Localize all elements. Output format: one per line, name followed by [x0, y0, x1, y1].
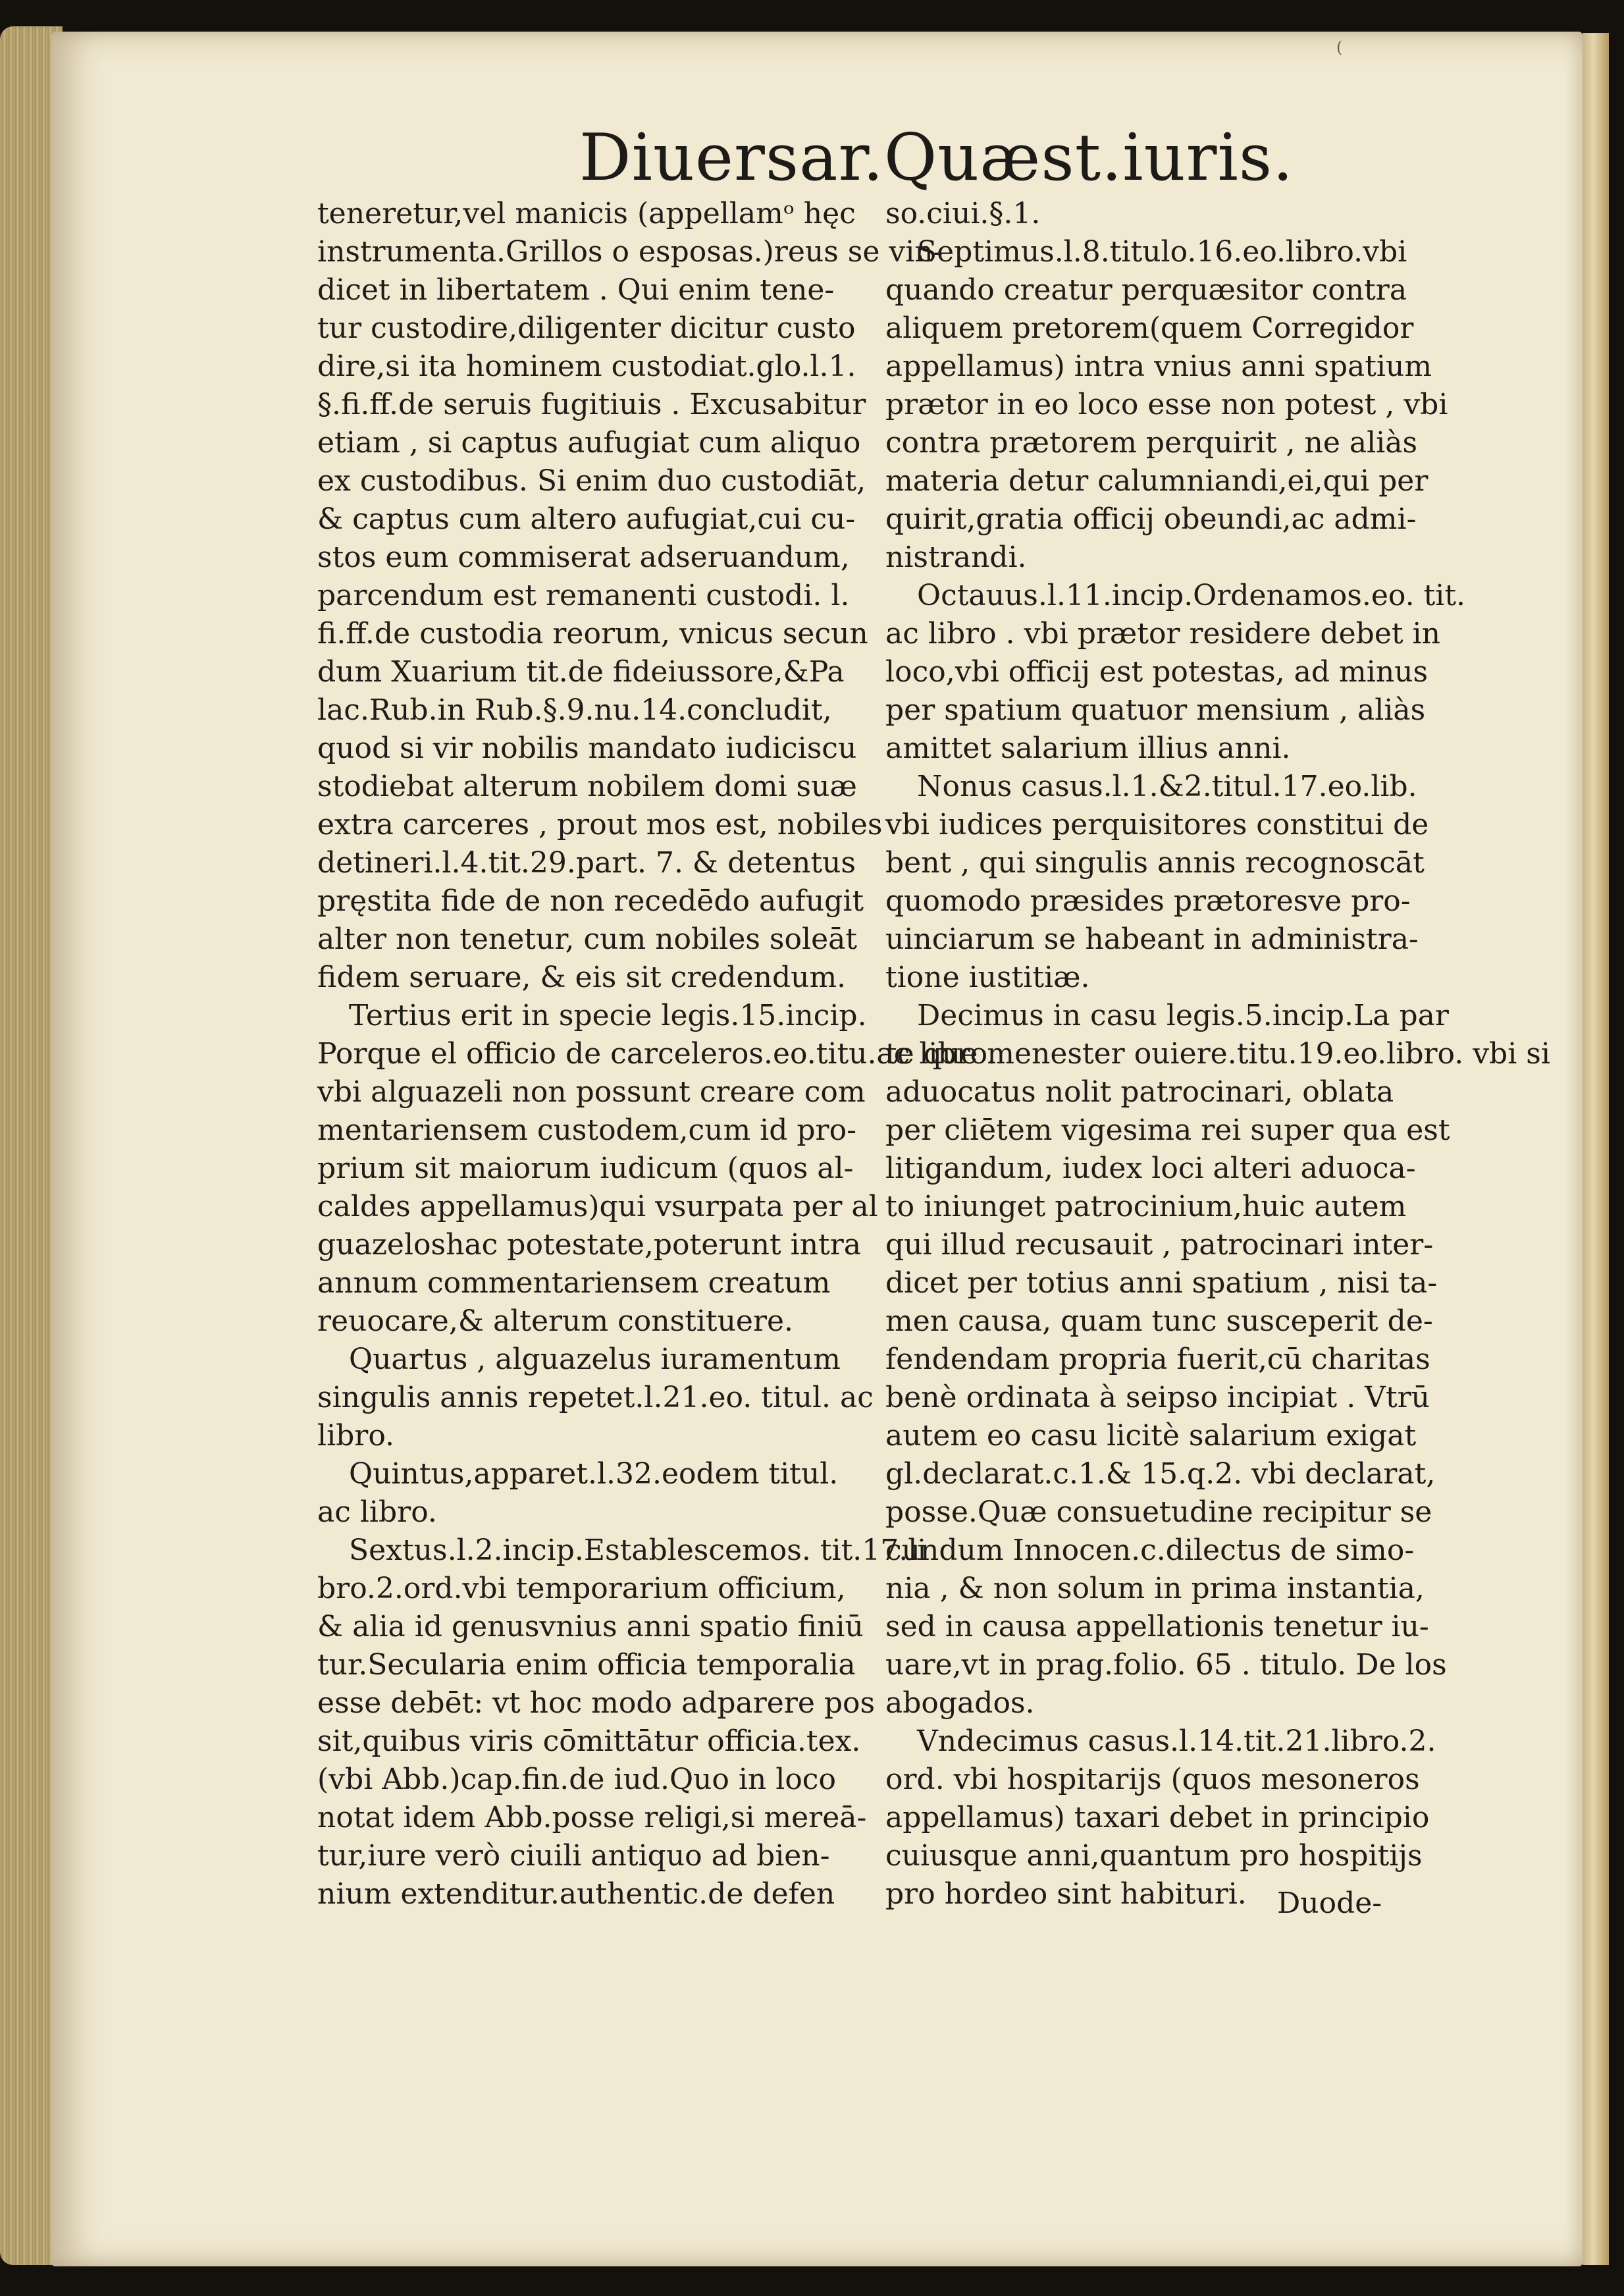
text-line: Octauus.l.11.incip.Ordenamos.eo. tit. — [917, 579, 1465, 612]
text-line: reuocare,& alterum constituere. — [317, 1304, 794, 1338]
running-head: Diuersar.Quæst.iuris. — [579, 120, 1294, 196]
text-line: lac.Rub.in Rub.§.9.nu.14.concludit, — [317, 693, 832, 727]
text-line: prium sit maiorum iudicum (quos al- — [317, 1152, 854, 1185]
text-line: notat idem Abb.posse religi,si mereā- — [317, 1801, 867, 1834]
text-line: ord. vbi hospitarijs (quos mesoneros — [885, 1763, 1420, 1796]
catchword: Duode- — [1277, 1886, 1382, 1920]
text-line: appellamus) taxari debet in principio — [885, 1801, 1430, 1834]
text-line: stos eum commiserat adseruandum, — [317, 541, 850, 574]
top-mark: ( — [1336, 38, 1343, 57]
text-line: quando creatur perquæsitor contra — [885, 273, 1407, 307]
text-line: qui illud recusauit , patrocinari inter- — [885, 1228, 1434, 1262]
text-line: singulis annis repetet.l.21.eo. titul. ac — [317, 1381, 874, 1414]
text-line: abogados. — [885, 1686, 1035, 1720]
text-line: nium extenditur.authentic.de defen — [317, 1877, 835, 1911]
text-line: uinciarum se habeant in administra- — [885, 922, 1419, 956]
text-line: vbi iudices perquisitores constitui de — [885, 808, 1429, 841]
text-line: ex custodibus. Si enim duo custodiāt, — [317, 464, 866, 498]
text-line: tione iustitiæ. — [885, 961, 1090, 994]
text-line: instrumenta.Grillos o esposas.)reus se vin- — [317, 235, 943, 269]
text-line: dicet per totius anni spatium , nisi ta- — [885, 1266, 1438, 1300]
text-line: materia detur calumniandi,ei,qui per — [885, 464, 1428, 498]
text-line: stodiebat alterum nobilem domi suæ — [317, 770, 857, 803]
text-line: annum commentariensem creatum — [317, 1266, 831, 1300]
text-line: bent , qui singulis annis recognoscāt — [885, 846, 1425, 880]
text-line: parcendum est remanenti custodi. l. — [317, 579, 850, 612]
text-line: Nonus casus.l.1.&2.titul.17.eo.lib. — [917, 770, 1417, 803]
right-column — [885, 195, 1550, 1913]
text-line: per cliētem vigesima rei super qua est — [885, 1113, 1450, 1147]
text-line: prætor in eo loco esse non potest , vbi — [885, 388, 1448, 421]
text-line: autem eo casu licitè salarium exigat — [885, 1419, 1417, 1453]
text-line: Vndecimus casus.l.14.tit.21.libro.2. — [917, 1724, 1436, 1758]
text-line: esse debēt: vt hoc modo adparere pos — [317, 1686, 876, 1720]
text-line: & alia id genusvnius anni spatio finiū — [317, 1610, 864, 1643]
text-line: quirit,gratia officij obeundi,ac admi- — [885, 502, 1417, 536]
text-line: Tertius erit in specie legis.15.incip. — [349, 999, 867, 1032]
text-line: tur,iure verò ciuili antiquo ad bien- — [317, 1839, 830, 1873]
text-line: loco,vbi officij est potestas, ad minus — [885, 655, 1428, 689]
text-line: tur custodire,diligenter dicitur custo — [317, 311, 856, 345]
text-line: fidem seruare, & eis sit credendum. — [317, 961, 847, 994]
text-line: dicet in libertatem . Qui enim tene- — [317, 273, 835, 307]
text-line: pro hordeo sint habituri. — [885, 1877, 1247, 1911]
text-line: pręstita fide de non recedēdo aufugit — [317, 884, 864, 918]
text-line: Porque el officio de carceleros.eo.titu.ac libro. — [317, 1037, 997, 1071]
text-line: libro. — [317, 1419, 395, 1453]
text-line: uare,vt in prag.folio. 65 . titulo. De los — [885, 1648, 1447, 1682]
text-line: caldes appellamus)qui vsurpata per al — [317, 1190, 878, 1223]
text-line: & captus cum altero aufugiat,cui cu- — [317, 502, 856, 536]
text-line: Septimus.l.8.titulo.16.eo.libro.vbi — [917, 235, 1407, 269]
text-line: nia , & non solum in prima instantia, — [885, 1572, 1425, 1605]
text-line: bro.2.ord.vbi temporarium officium, — [317, 1572, 846, 1605]
text-line: te que menester ouiere.titu.19.eo.libro. vbi si — [885, 1037, 1550, 1071]
text-line: Quartus , alguazelus iuramentum — [349, 1343, 841, 1376]
text-line: posse.Quæ consuetudine recipitur se — [885, 1495, 1432, 1529]
text-line: etiam , si captus aufugiat cum aliquo — [317, 426, 861, 460]
text-line: tur.Secularia enim officia temporalia — [317, 1648, 856, 1682]
text-line: ac libro . vbi prætor residere debet in — [885, 617, 1440, 651]
text-line: cundum Innocen.c.dilectus de simo- — [885, 1534, 1415, 1567]
text-line: men causa, quam tunc susceperit de- — [885, 1304, 1433, 1338]
text-line: nistrandi. — [885, 541, 1027, 574]
text-line: detineri.l.4.tit.29.part. 7. & detentus — [317, 846, 856, 880]
text-line: contra prætorem perquirit , ne aliàs — [885, 426, 1418, 460]
text-line: Decimus in casu legis.5.incip.La par — [917, 999, 1449, 1032]
text-line: sed in causa appellationis tenetur iu- — [885, 1610, 1429, 1643]
text-line: quomodo præsides prætoresve pro- — [885, 884, 1411, 918]
text-line: sit,quibus viris cōmittātur officia.tex. — [317, 1724, 861, 1758]
text-line: quod si vir nobilis mandato iudiciscu — [317, 732, 857, 765]
text-line: teneretur,vel manicis (appellamᵒ hęc — [317, 197, 856, 230]
text-line: guazeloshac potestate,poterunt intra — [317, 1228, 861, 1262]
text-line: extra carceres , prout mos est, nobiles — [317, 808, 883, 841]
text-line: fendendam propria fuerit,cū charitas — [885, 1343, 1430, 1376]
text-line: Quintus,apparet.l.32.eodem titul. — [349, 1457, 839, 1491]
text-line: mentariensem custodem,cum id pro- — [317, 1113, 856, 1147]
text-line: cuiusque anni,quantum pro hospitijs — [885, 1839, 1423, 1873]
text-line: per spatium quatuor mensium , aliàs — [885, 693, 1426, 727]
text-line: litigandum, iudex loci alteri aduoca- — [885, 1152, 1416, 1185]
text-line: appellamus) intra vnius anni spatium — [885, 350, 1432, 383]
text-line: (vbi Abb.)cap.fin.de iud.Quo in loco — [317, 1763, 836, 1796]
text-line: amittet salarium illius anni. — [885, 732, 1291, 765]
text-line: Sextus.l.2.incip.Establescemos. tit.17.li — [349, 1534, 927, 1567]
text-line: aduocatus nolit patrocinari, oblata — [885, 1075, 1394, 1109]
text-line: alter non tenetur, cum nobiles soleāt — [317, 922, 858, 956]
text-line: §.fi.ff.de seruis fugitiuis . Excusabitur — [317, 388, 866, 421]
text-line: fi.ff.de custodia reorum, vnicus secun — [317, 617, 868, 651]
text-line: benè ordinata à seipso incipiat . Vtrū — [885, 1381, 1430, 1414]
page-gutter-strip — [1583, 33, 1609, 2265]
text-line: ac libro. — [317, 1495, 437, 1529]
text-line: dum Xuarium tit.de fideiussore,&Pa — [317, 655, 845, 689]
text-line: dire,si ita hominem custodiat.glo.l.1. — [317, 350, 856, 383]
text-line: gl.declarat.c.1.& 15.q.2. vbi declarat, — [885, 1457, 1436, 1491]
text-line: aliquem pretorem(quem Corregidor — [885, 311, 1414, 345]
text-line: to iniunget patrocinium,huic autem — [885, 1190, 1407, 1223]
text-line: vbi alguazeli non possunt creare com — [317, 1075, 866, 1109]
text-line: so.ciui.§.1. — [885, 197, 1041, 230]
